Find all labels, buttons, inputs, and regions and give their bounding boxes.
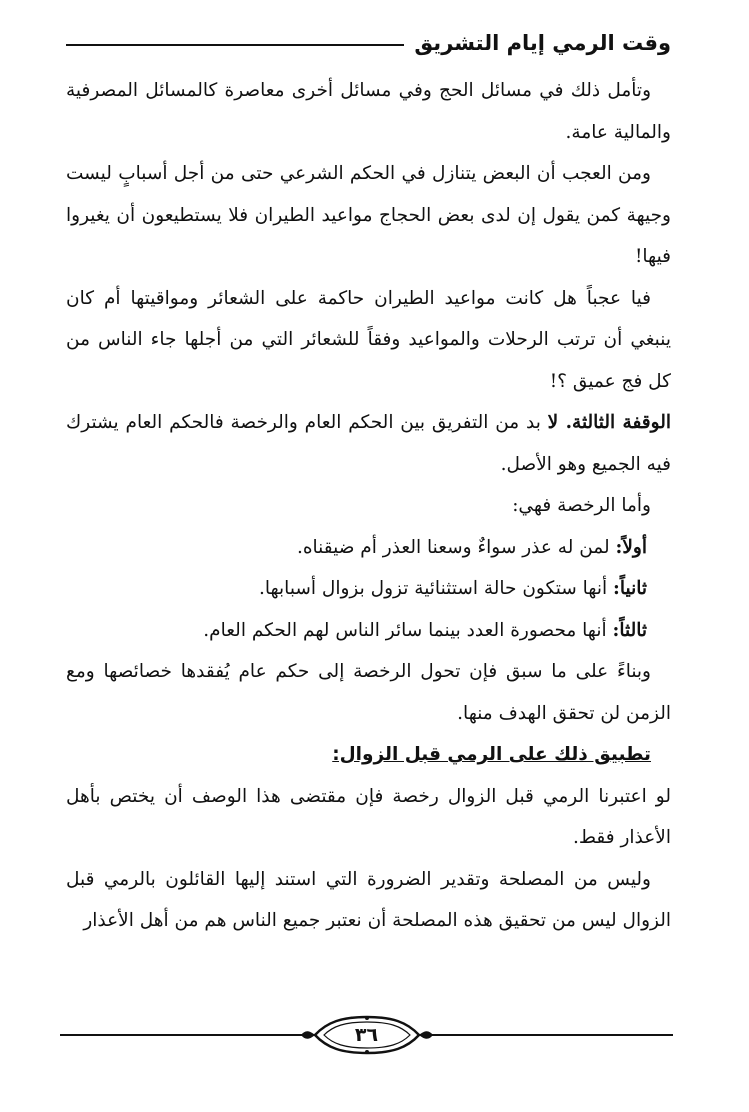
paragraph-8: وليس من المصلحة وتقدير الضرورة التي استند إليها القائلون بالرمي قبل الزوال ليس من تحقيق هذه المصلحة أن نعتبر جميع الناس هم من أهل الأعذار	[66, 868, 671, 931]
page-number: ٣٦	[354, 1024, 379, 1046]
list-item-label: أولاً:	[615, 536, 647, 558]
running-header-title: وقت الرمي إيام التشريق	[404, 26, 671, 60]
paragraph-4-text: بد من التفريق بين الحكم العام والرخصة فالحكم العام يشترك فيه الجميع وهو الأصل.	[66, 412, 671, 475]
paragraph-2: ومن العجب أن البعض يتنازل في الحكم الشرعي حتى من أجل أسبابٍ ليست وجيهة كمن يقول إن لدى بعض الحجاج مواعيد الطيران فلا يستطيعون أن يغيروا فيها!	[66, 163, 671, 267]
page-footer	[60, 1010, 673, 1060]
paragraph-6: وبناءً على ما سبق فإن تحول الرخصة إلى حكم عام يُفقدها خصائصها ومع الزمن لن تحقق الهدف منها.	[66, 661, 671, 724]
section-heading	[66, 734, 671, 776]
list-item-label: ثالثاً:	[612, 619, 647, 641]
paragraph-7: لو اعتبرنا الرمي قبل الزوال رخصة فإن مقتضى هذا الوصف أن يختص بأهل الأعذار فقط.	[66, 785, 671, 848]
list-item	[66, 527, 671, 569]
paragraph-1: وتأمل ذلك في مسائل الحج وفي مسائل أخرى معاصرة كالمسائل المصرفية والمالية عامة.	[66, 80, 671, 143]
page-body	[66, 70, 671, 942]
list-item	[66, 568, 671, 610]
section-heading-text: تطبيق ذلك على الرمي قبل الزوال:	[332, 744, 651, 765]
running-header	[66, 24, 671, 66]
paragraph-3: فيا عجباً هل كانت مواعيد الطيران حاكمة على الشعائر ومواقيتها أم كان ينبغي أن ترتب الرحلات والمواعيد وفقاً للشعائر التي من أجلها جاء الناس من كل فج عميق ؟!	[66, 287, 671, 392]
list-item	[66, 610, 671, 652]
third-pause-label: الوقفة الثالثة. لا	[547, 412, 671, 433]
list-item-text: أنها ستكون حالة استثنائية تزول بزوال أسبابها.	[258, 578, 614, 599]
page-number-ornament	[297, 1014, 437, 1056]
paragraph-5: وأما الرخصة فهي:	[512, 495, 651, 516]
list-item-text: لمن له عذر سواءٌ وسعنا العذر أم ضيقناه.	[296, 536, 616, 558]
list-item-text: أنها محصورة العدد بينما سائر الناس لهم الحكم العام.	[203, 619, 613, 641]
list-item-label: ثانياً:	[613, 578, 647, 599]
paragraph-4	[66, 402, 671, 485]
